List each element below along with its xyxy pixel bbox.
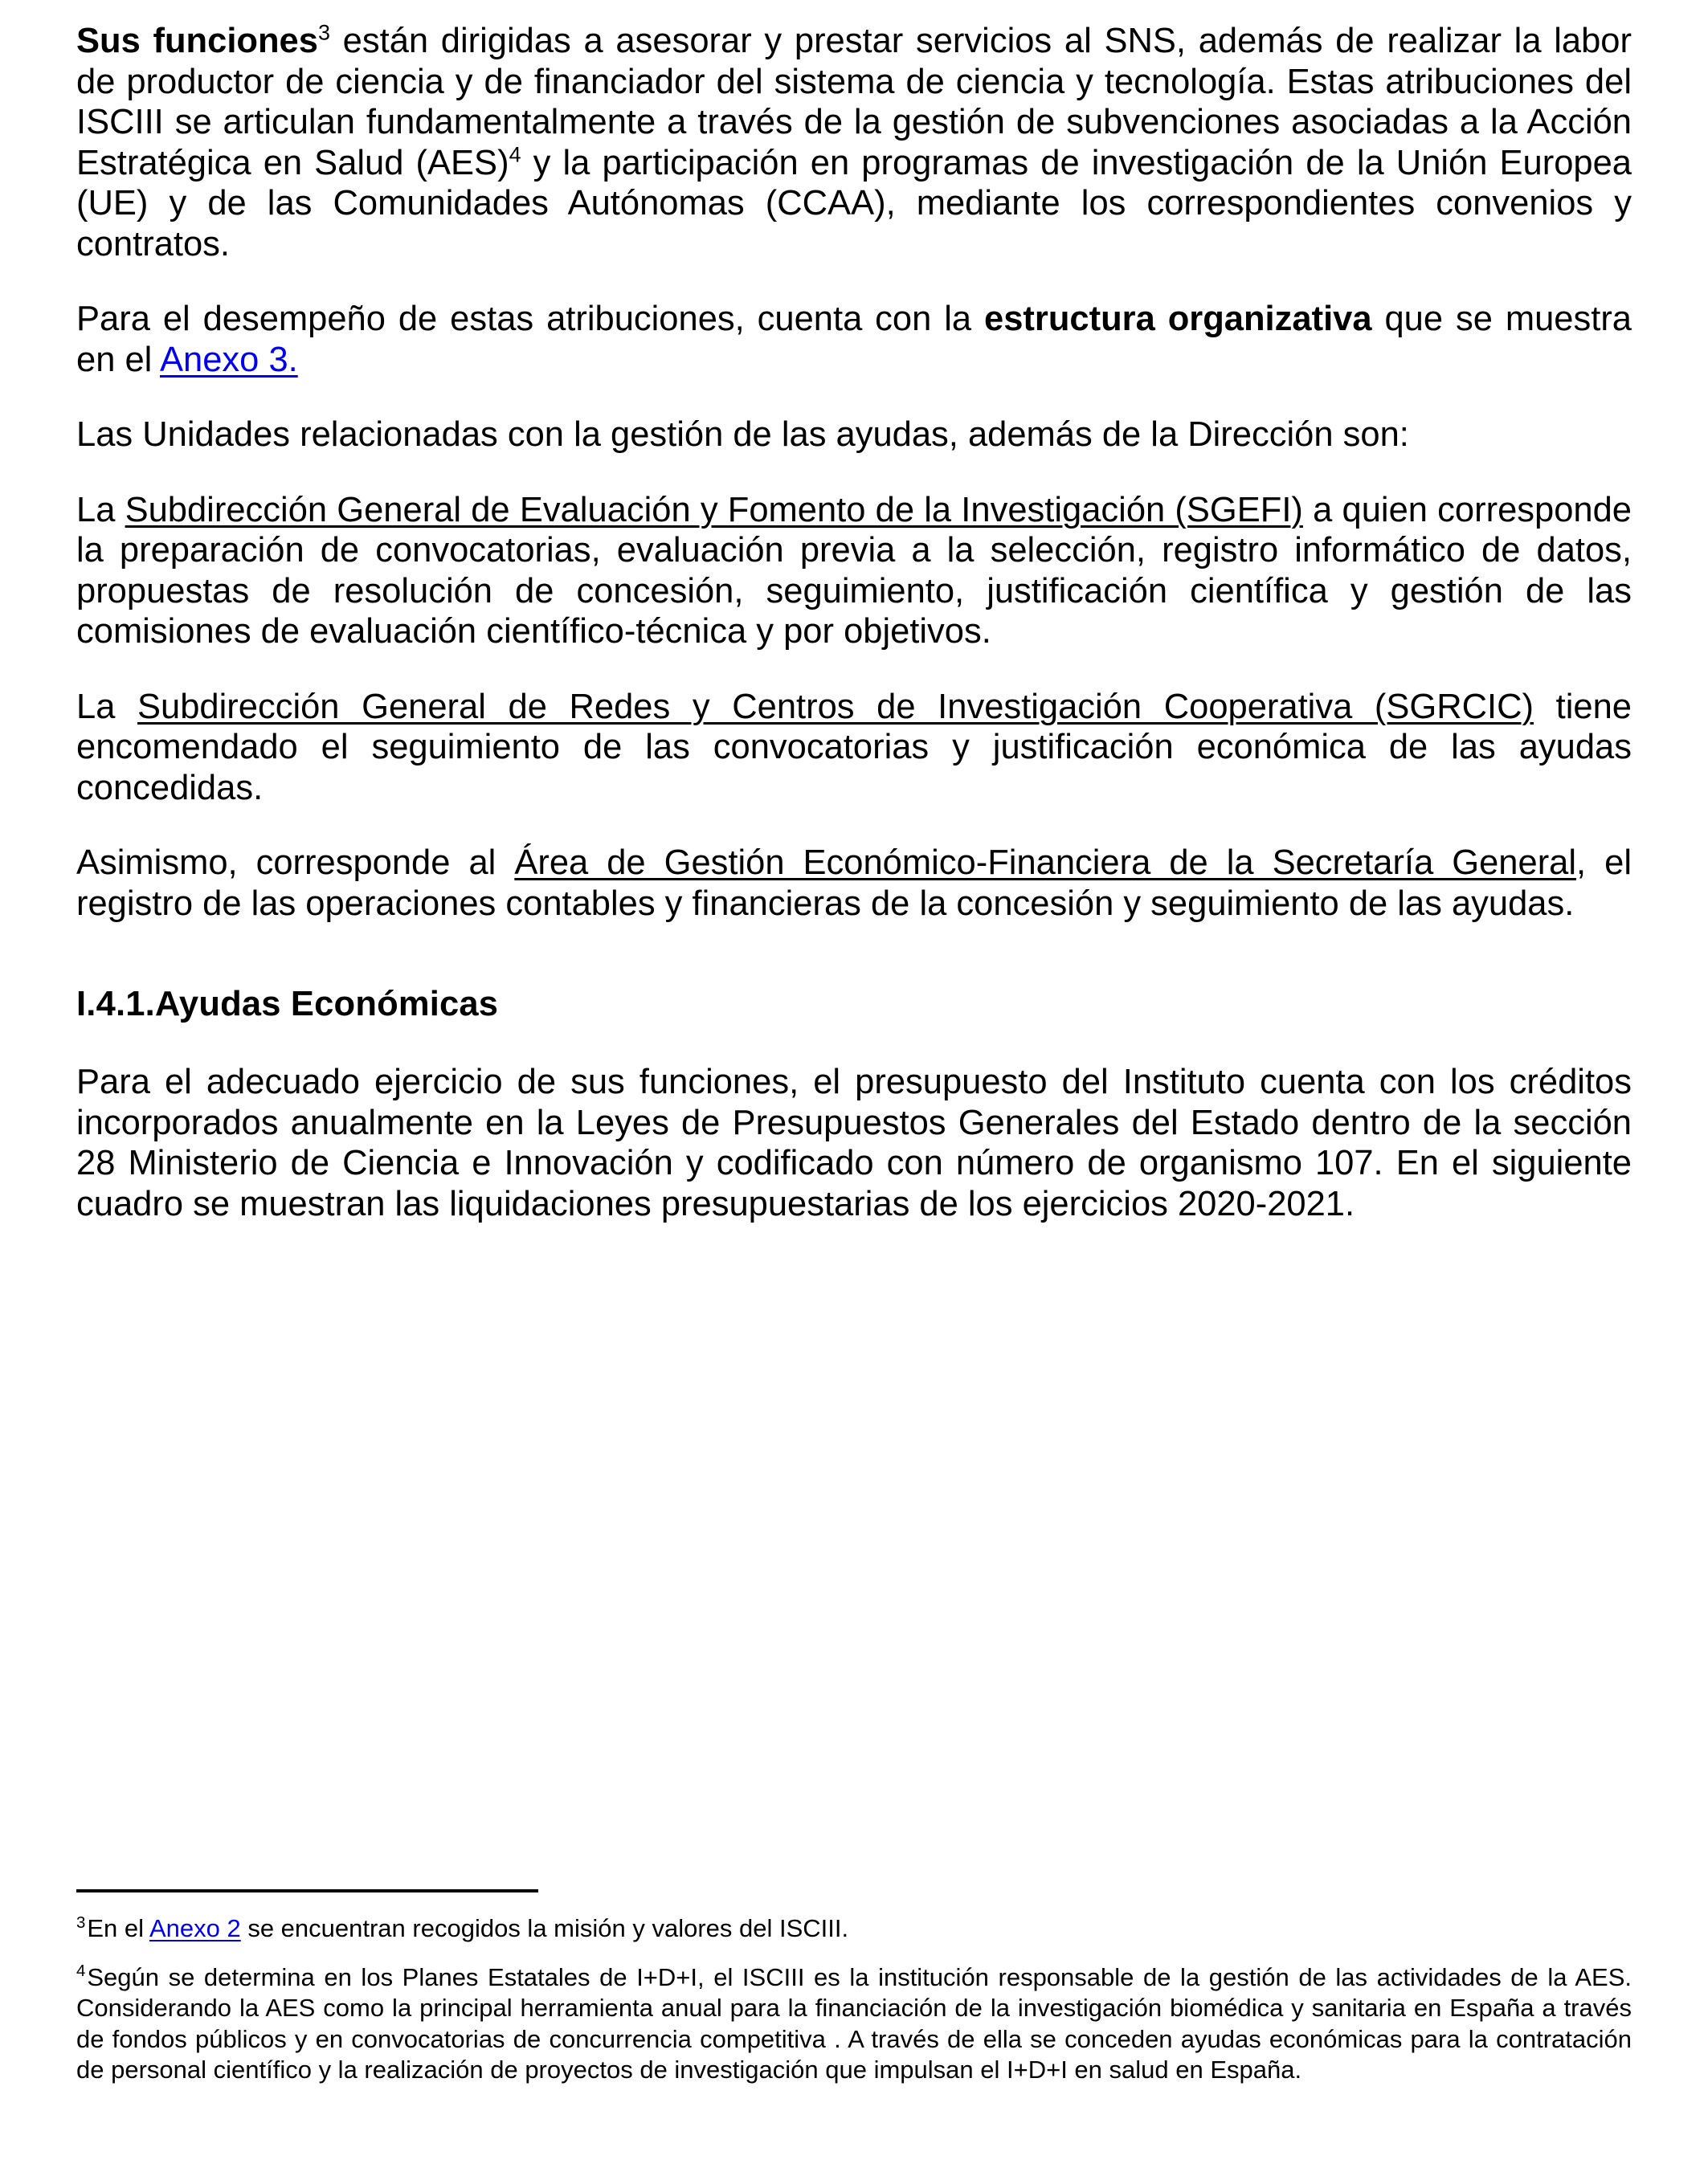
- paragraph-sgefi: [76, 490, 1632, 652]
- run-text-12: Para el adecuado ejercicio de sus funciones, el presupuesto del Instituto cuenta con los créditos incorporados anualmente en la Leyes de Presupuestos Generales del Estado dentro de la sección 28 Ministerio de Ciencia e Innovación y codificado con número de organismo 107. En el siguiente cuadro se muestran las liquidaciones presupuestarias de los ejercicios 2020-2021.: [76, 1063, 1632, 1223]
- document-body: [76, 21, 1632, 1224]
- run-text-10: Asimismo, corresponde al: [76, 843, 515, 882]
- heading-spacer-top: [76, 958, 1632, 983]
- footnote-ref-3[interactable]: 3: [317, 20, 330, 45]
- link-anexo-3[interactable]: Anexo 3.: [160, 340, 298, 379]
- footnote-area: [76, 1889, 1632, 2086]
- heading-spacer-bottom: [76, 1025, 1632, 1062]
- paragraph-estructura-organizativa: [76, 299, 1632, 380]
- run-text-5: Las Unidades relacionadas con la gestión de las ayudas, además de la Dirección son:: [76, 415, 1409, 454]
- footnote-4-run-1: Según se determina en los Planes Estatales de I+D+I, el ISCIII es la institución responsable de la gestión de las actividades de la AES. Considerando la AES como la principal herramienta anual para la financiación de la investigación biomédica y sanitaria en España a través de fondos públicos y en convocatorias de concurrencia competitiva . A través de ella se conceden ayudas económicas para la contratación de personal científico y la realización de proyectos de investigación que impulsan el I+D+I en salud en España.: [76, 1962, 1632, 2084]
- footnote-3-run-1: En el: [87, 1914, 149, 1942]
- footnote-separator-rule: [76, 1889, 538, 1892]
- footnote-marker-4: 4: [76, 1962, 86, 1981]
- paragraph-area-gestion: [76, 843, 1632, 924]
- footnote-3: [76, 1913, 1632, 1945]
- run-underline-sgefi: Subdirección General de Evaluación y Fomento de la Investigación (SGEFI): [125, 490, 1303, 529]
- footnote-marker-3: 3: [76, 1913, 86, 1932]
- run-text-3: Para el desempeño de estas atribuciones, cuenta con la: [76, 300, 985, 338]
- footnote-3-run-2: se encuentran recogidos la misión y valores del ISCIII.: [240, 1914, 849, 1942]
- run-text-1: están dirigidas a asesorar y prestar servicios al SNS, además de realizar la labor de productor de ciencia y de financiador del sistema de ciencia y tecnología. Estas atribuciones del ISCIII se articulan fundamentalmente a través de la gestión de subvenciones asociadas a la Acción Estratégica en Salud (AES): [76, 22, 1632, 182]
- run-text-2: y la participación en programas de investigación de la Unión Europea (UE) y de las Comunidades Autónomas (CCAA), mediante los correspondientes convenios y contratos.: [76, 143, 1632, 263]
- footnote-ref-4[interactable]: 4: [509, 142, 521, 166]
- run-text-6: La: [76, 490, 125, 529]
- run-text-9: tiene encomendado el seguimiento de las convocatorias y justificación económica de las ayudas concedidas.: [76, 687, 1632, 807]
- footnote-4: [76, 1962, 1632, 2086]
- run-underline-sgrcic: Subdirección General de Redes y Centros de Investigación Cooperativa (SGRCIC): [137, 687, 1534, 726]
- run-bold-estructura-organizativa: estructura organizativa: [984, 300, 1372, 338]
- paragraph-sus-funciones: [76, 21, 1632, 264]
- run-text-11: , el registro de las operaciones contables y financieras de la concesión y seguimiento de las ayudas.: [76, 843, 1632, 923]
- link-anexo-2[interactable]: Anexo 2: [149, 1914, 241, 1942]
- run-bold-sus-funciones: Sus funciones: [76, 22, 318, 60]
- run-text-7: a quien corresponde la preparación de convocatorias, evaluación previa a la selección, registro informático de datos, propuestas de resolución de concesión, seguimiento, justificación científica y gestión de las comisiones de evaluación científico-técnica y por objetivos.: [76, 490, 1632, 651]
- section-heading-ayudas-economicas: I.4.1.Ayudas Económicas: [76, 985, 499, 1023]
- paragraph-sgrcic: [76, 687, 1632, 809]
- paragraph-presupuesto: [76, 1062, 1632, 1224]
- run-text-8: La: [76, 687, 138, 726]
- run-text-4: que se muestra en el: [76, 300, 1632, 379]
- run-underline-area-gestion: Área de Gestión Económico-Financiera de la Secretaría General: [514, 843, 1577, 882]
- paragraph-unidades-relacionadas: [76, 414, 1632, 455]
